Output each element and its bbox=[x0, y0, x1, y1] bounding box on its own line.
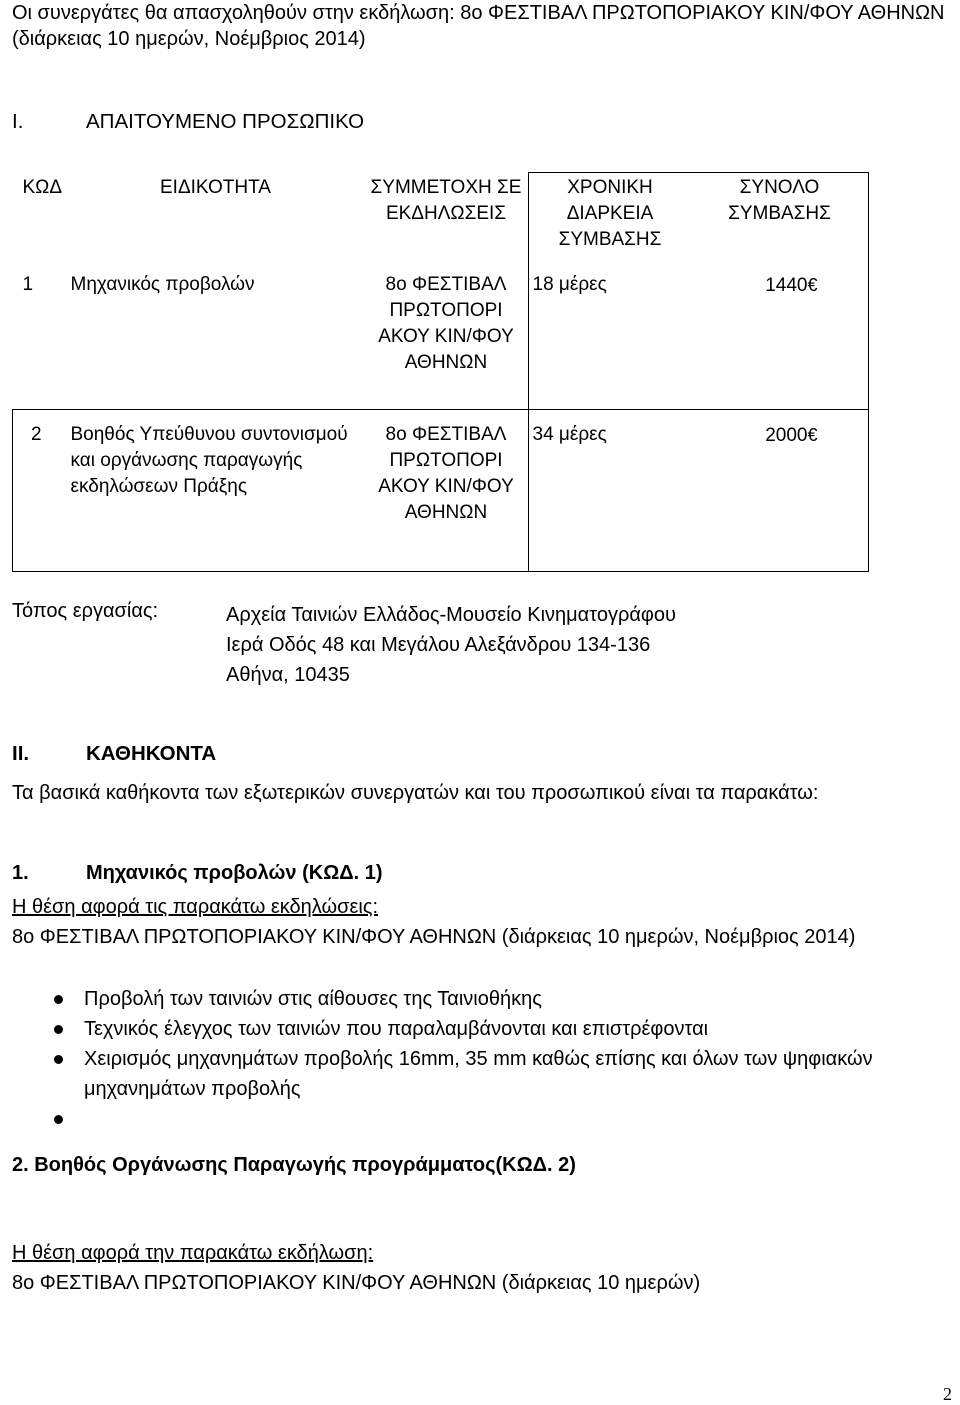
list-item bbox=[12, 984, 952, 1014]
row-1-total bbox=[692, 270, 869, 410]
row-2-specialty: Βοηθός Υπεύθυνου συντονισμού και οργάνωσης παραγωγής εκδηλώσεων Πράξης bbox=[67, 410, 365, 572]
workplace-line: Ιερά Οδός 48 και Μεγάλου Αλεξάνδρου 134-136 bbox=[226, 634, 651, 656]
row-1-total-value: 1440 bbox=[765, 274, 808, 296]
task-text: Προβολή των ταινιών στις αίθουσες της Ταινιοθήκης bbox=[84, 988, 542, 1010]
duty-2-concerns-label: Η θέση αφορά την παρακάτω εκδήλωση: bbox=[12, 1242, 374, 1264]
bullet-icon bbox=[54, 995, 63, 1004]
row-1-specialty: Μηχανικός προβολών bbox=[67, 270, 365, 410]
bullet-icon bbox=[54, 1055, 63, 1064]
bullet-icon bbox=[54, 1115, 63, 1124]
task-text: Τεχνικός έλεγχος των ταινιών που παραλαμβάνονται και επιστρέφονται bbox=[84, 1018, 709, 1040]
row-2-total-value: 2000 bbox=[765, 425, 808, 446]
header-specialty: ΕΙΔΙΚΟΤΗΤΑ bbox=[160, 176, 271, 198]
header-participation: ΣΥΜΜΕΤΟΧΗ ΣΕ ΕΚΔΗΛΩΣΕΙΣ bbox=[370, 176, 522, 224]
list-item bbox=[12, 1014, 952, 1044]
row-1-code: 1 bbox=[13, 270, 67, 410]
bullet-icon bbox=[54, 1025, 63, 1034]
intro-paragraph: Οι συνεργάτες θα απασχοληθούν στην εκδήλωση: 8ο ΦΕΣΤΙΒΑΛ ΠΡΩΤΟΠΟΡΙΑΚΟΥ ΚΙΝ/ΦΟΥ ΑΘΗΝΩΝ (διάρκειας 10 ημερών, Νοέμβριος 2014) bbox=[12, 2, 945, 50]
table-header-row bbox=[13, 173, 869, 270]
page-number: 2 bbox=[943, 1384, 952, 1404]
duty-1-number: 1. bbox=[12, 862, 29, 884]
row-2-duration: 34 μέρες bbox=[528, 410, 692, 572]
duty-1-task-list bbox=[12, 984, 952, 1134]
euro-icon: € bbox=[807, 274, 818, 295]
duty-1-event: 8ο ΦΕΣΤΙΒΑΛ ΠΡΩΤΟΠΟΡΙΑΚΟΥ ΚΙΝ/ΦΟΥ ΑΘΗΝΩΝ (διάρκειας 10 ημερών, Νοέμβριος 2014) bbox=[12, 926, 856, 948]
workplace-label: Τόπος εργασίας: bbox=[12, 600, 159, 622]
duties-intro: Τα βασικά καθήκοντα των εξωτερικών συνεργατών και του προσωπικού είναι τα παρακάτω: bbox=[12, 782, 819, 804]
euro-icon: € bbox=[807, 425, 818, 445]
section-2-title: ΚΑΘΗΚΟΝΤΑ bbox=[86, 742, 217, 765]
section-1-number: I. bbox=[12, 110, 24, 133]
row-2-participation: 8ο ΦΕΣΤΙΒΑΛ ΠΡΩΤΟΠΟΡΙ ΑΚΟΥ ΚΙΝ/ΦΟΥ ΑΘΗΝΩΝ bbox=[365, 410, 529, 572]
list-item bbox=[12, 1104, 952, 1134]
row-1-participation: 8ο ΦΕΣΤΙΒΑΛ ΠΡΩΤΟΠΟΡΙ ΑΚΟΥ ΚΙΝ/ΦΟΥ ΑΘΗΝΩΝ bbox=[365, 270, 529, 410]
row-2-total bbox=[692, 410, 869, 572]
workplace-address bbox=[226, 600, 676, 690]
section-2-number: II. bbox=[12, 742, 30, 765]
row-2-code: 2 bbox=[13, 410, 67, 572]
table-row bbox=[13, 270, 869, 410]
duty-2-heading: 2. Βοηθός Οργάνωσης Παραγωγής προγράμματος(ΚΩΔ. 2) bbox=[12, 1154, 576, 1176]
header-code: ΚΩΔ bbox=[22, 176, 63, 198]
section-1-title: ΑΠΑΙΤΟΥΜΕΝΟ ΠΡΟΣΩΠΙΚΟ bbox=[86, 110, 365, 133]
duty-2-event: 8ο ΦΕΣΤΙΒΑΛ ΠΡΩΤΟΠΟΡΙΑΚΟΥ ΚΙΝ/ΦΟΥ ΑΘΗΝΩΝ (διάρκειας 10 ημερών) bbox=[12, 1272, 701, 1294]
header-total: ΣΥΝΟΛΟ ΣΥΜΒΑΣΗΣ bbox=[692, 173, 869, 270]
workplace-line: Αθήνα, 10435 bbox=[226, 664, 350, 686]
row-1-duration: 18 μέρες bbox=[528, 270, 692, 410]
task-text: Χειρισμός μηχανημάτων προβολής 16mm, 35 mm καθώς επίσης και όλων των ψηφιακών μηχανημάτων προβολής bbox=[84, 1048, 873, 1100]
staff-table bbox=[12, 172, 869, 572]
header-duration: ΧΡΟΝΙΚΗ ΔΙΑΡΚΕΙΑ ΣΥΜΒΑΣΗΣ bbox=[528, 173, 692, 270]
table-row bbox=[13, 410, 869, 572]
workplace-line: Αρχεία Ταινιών Ελλάδος-Μουσείο Κινηματογράφου bbox=[226, 604, 676, 626]
list-item bbox=[12, 1044, 952, 1104]
duty-1-title: Μηχανικός προβολών (ΚΩΔ. 1) bbox=[86, 862, 383, 884]
duty-1-concerns-label: Η θέση αφορά τις παρακάτω εκδηλώσεις: bbox=[12, 896, 379, 918]
